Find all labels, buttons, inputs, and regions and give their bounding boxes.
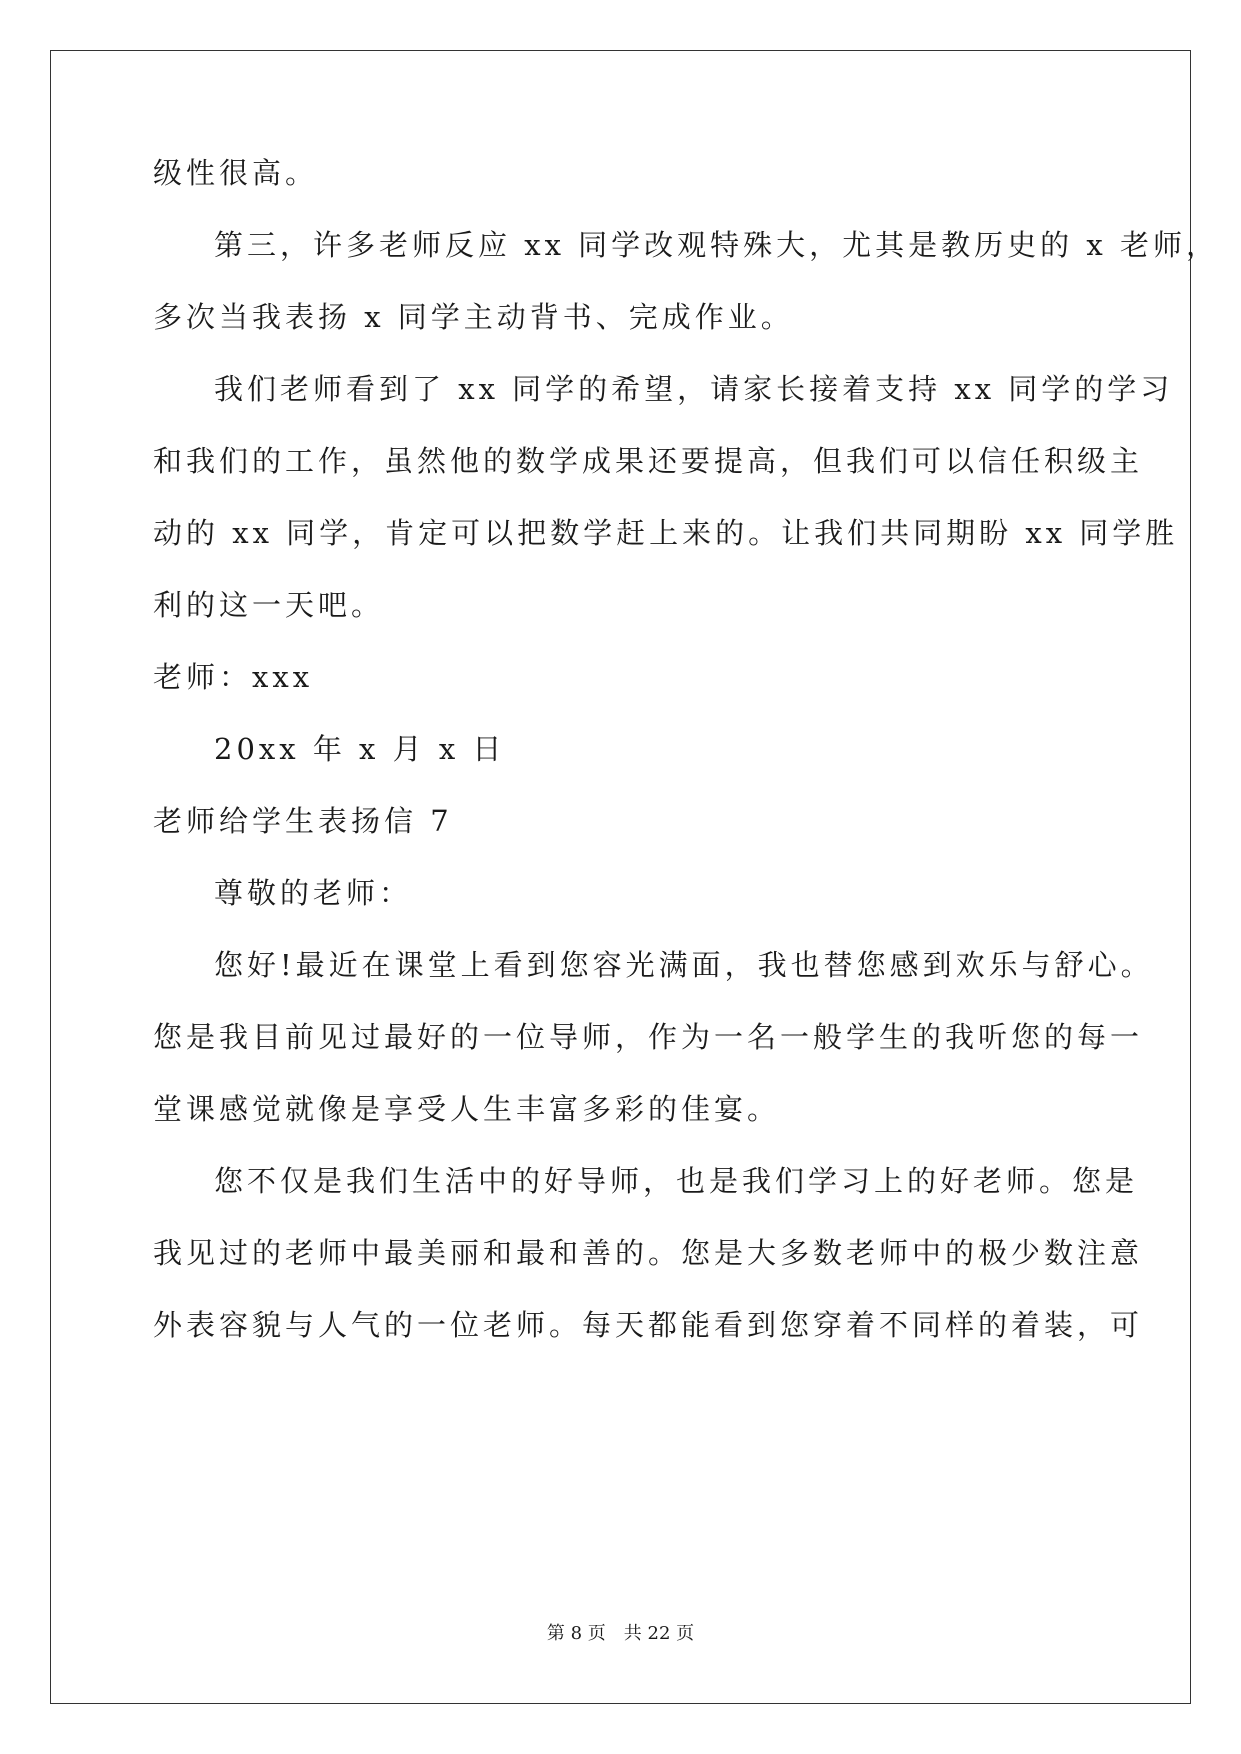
text-line: 堂课感觉就像是享受人生丰富多彩的佳宴。 xyxy=(153,1092,781,1126)
text-line: 您好!最近在课堂上看到您容光满面，我也替您感到欢乐与舒心。 xyxy=(214,948,1154,982)
text-line: 您是我目前见过最好的一位导师，作为一名一般学生的我听您的每一 xyxy=(153,1020,1144,1054)
section-heading: 老师给学生表扬信 7 xyxy=(153,804,453,838)
text-line: 您不仅是我们生活中的好导师，也是我们学习上的好老师。您是 xyxy=(214,1164,1139,1198)
text-line: 第三，许多老师反应 xx 同学改观特殊大，尤其是教历史的 x 老师， xyxy=(214,228,1219,262)
signature-line: 老师：xxx xyxy=(153,660,314,694)
text-line: 级性很高。 xyxy=(153,156,319,190)
page-number: 第 8 页 共 22 页 xyxy=(546,1623,695,1644)
text-line: 和我们的工作，虽然他的数学成果还要提高，但我们可以信任积级主 xyxy=(153,444,1144,478)
text-line: 我们老师看到了 xx 同学的希望，请家长接着支持 xx 同学的学习 xyxy=(214,372,1174,406)
salutation: 尊敬的老师： xyxy=(214,876,413,910)
date-line: 20xx 年 x 月 x 日 xyxy=(214,732,506,766)
text-line: 多次当我表扬 x 同学主动背书、完成作业。 xyxy=(153,300,794,334)
text-line: 我见过的老师中最美丽和最和善的。您是大多数老师中的极少数注意 xyxy=(153,1236,1144,1270)
text-line: 动的 xx 同学，肯定可以把数学赶上来的。让我们共同期盼 xx 同学胜 xyxy=(153,516,1179,550)
text-line: 外表容貌与人气的一位老师。每天都能看到您穿着不同样的着装，可 xyxy=(153,1308,1144,1342)
text-line: 利的这一天吧。 xyxy=(153,588,385,622)
